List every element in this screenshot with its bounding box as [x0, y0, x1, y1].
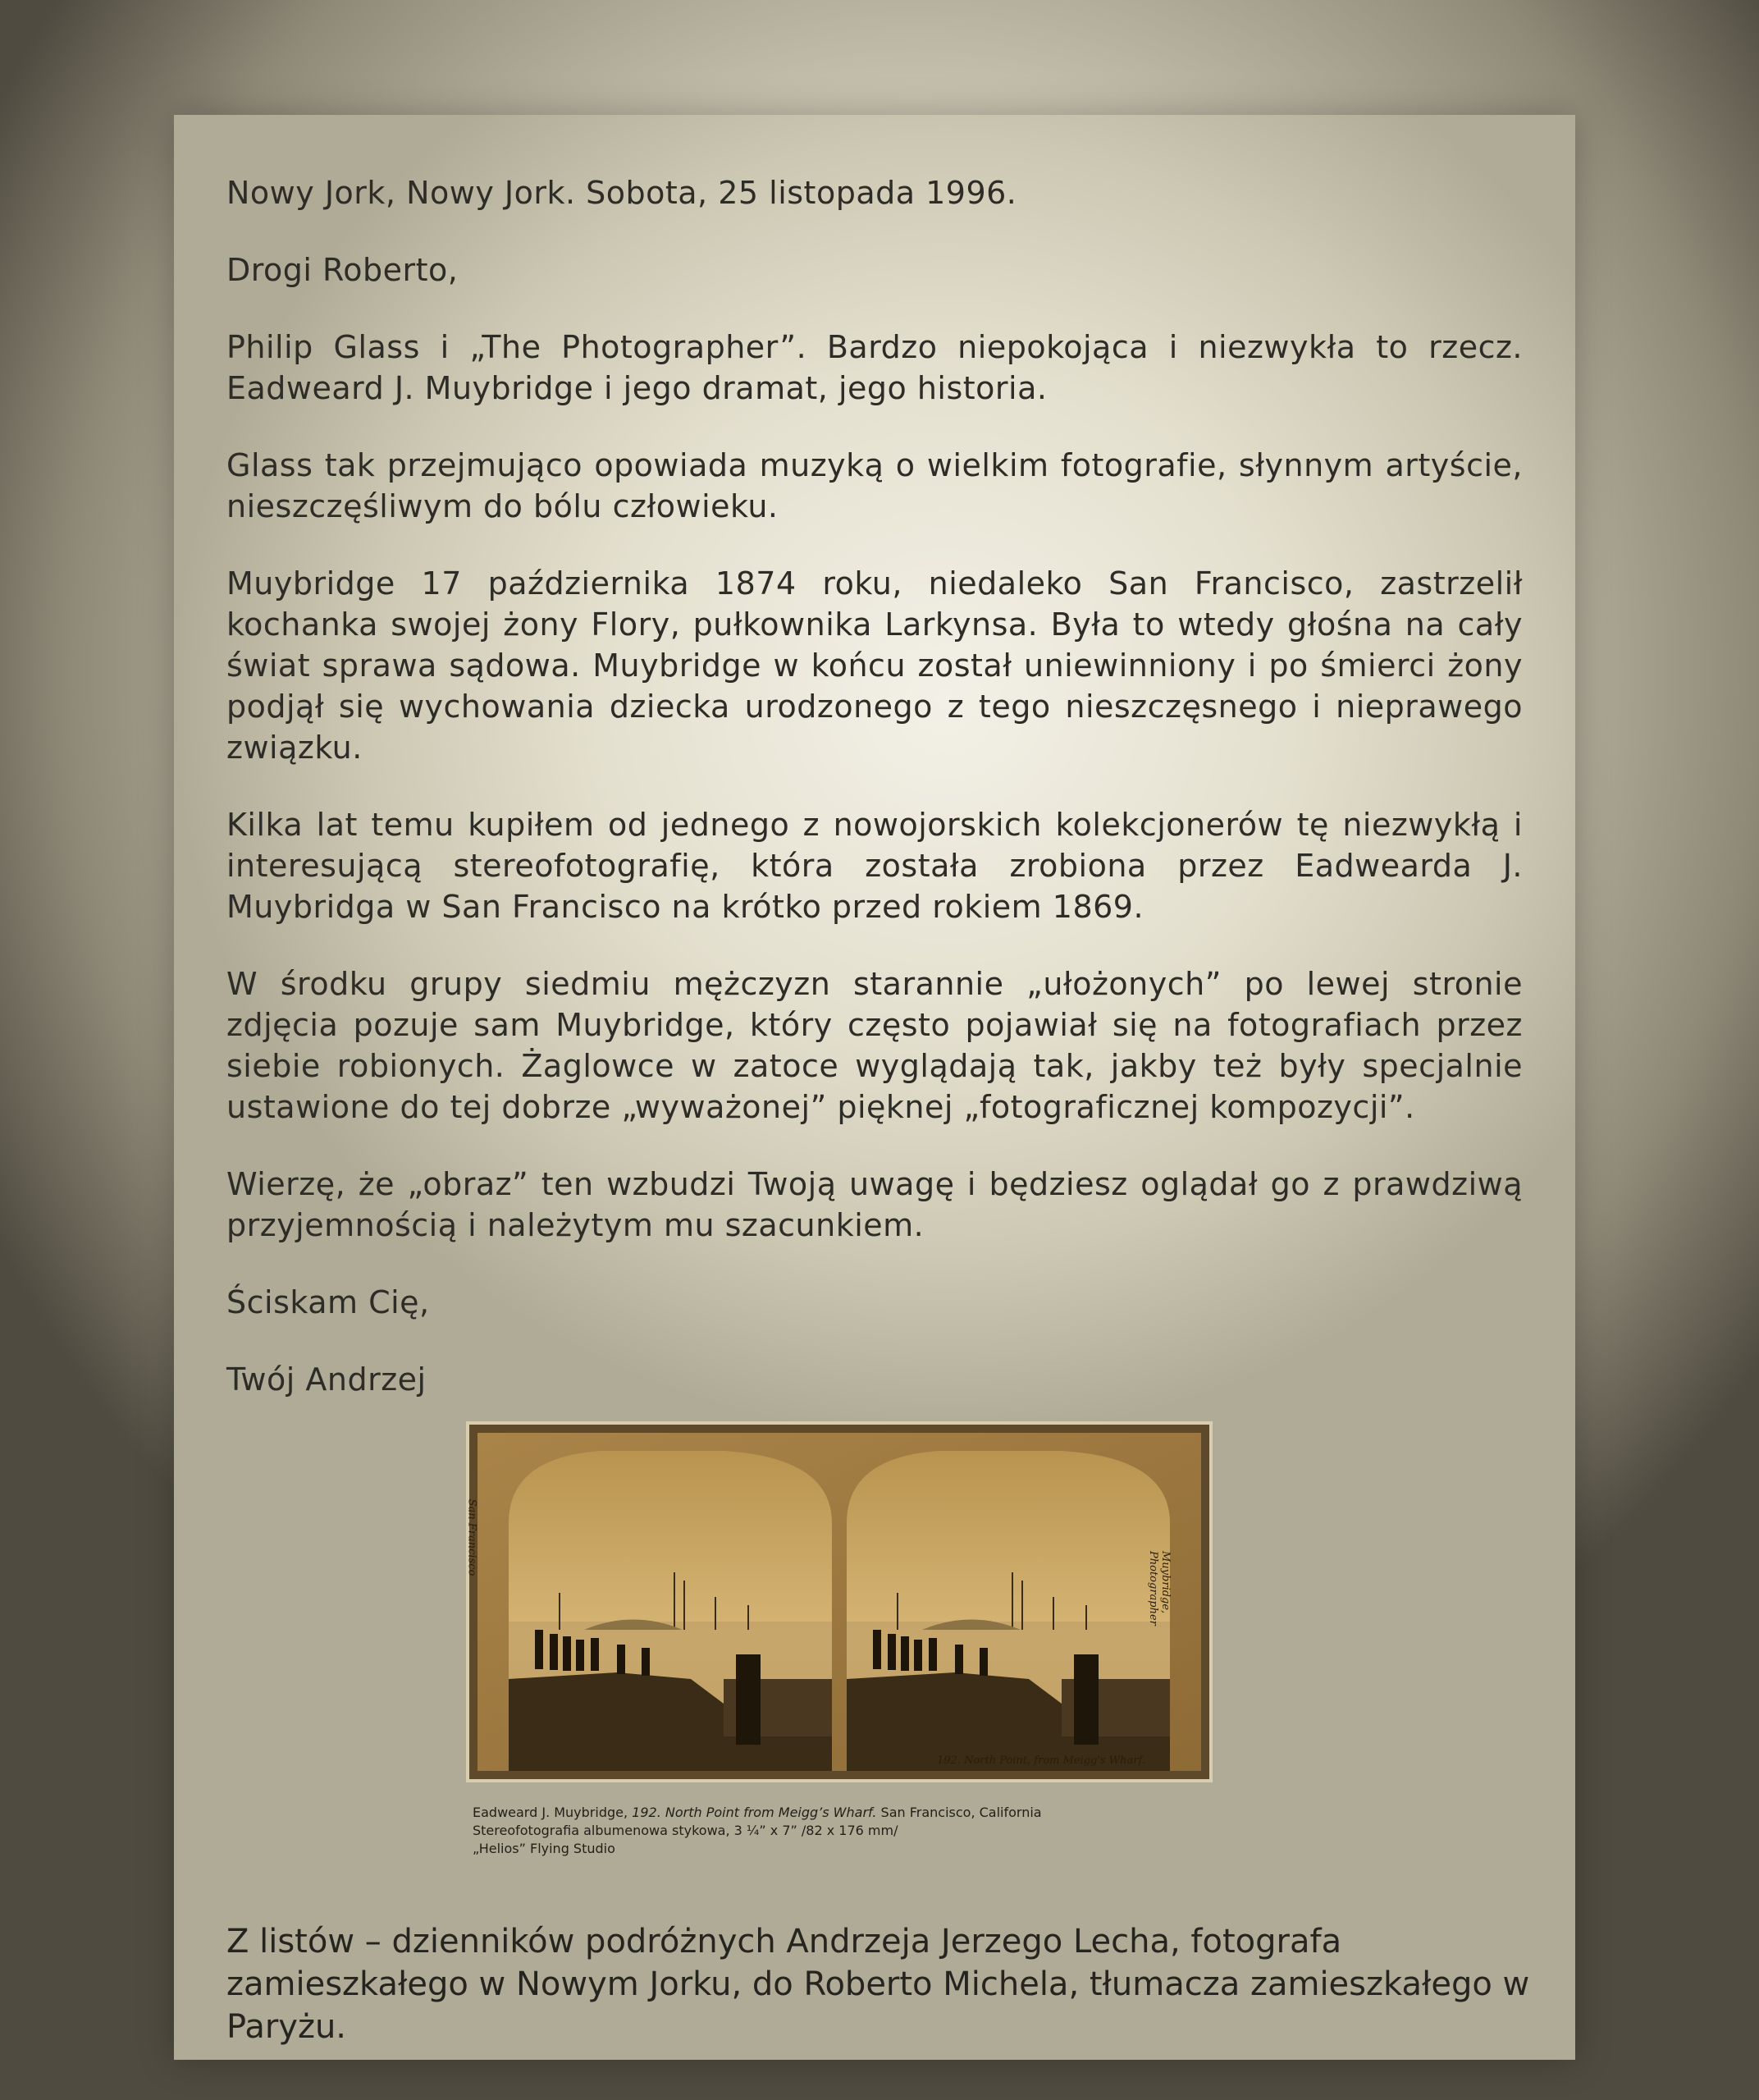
- exhibit-panel: [174, 115, 1575, 2060]
- footer-note: Z listów – dzienników podróżnych Andrzeja Jerzego Lecha, fotografa zamieszkałego w Nowym Jorku, do Roberto Michela, tłumacza zamieszkałego w Paryżu.: [226, 1923, 1530, 2046]
- letter-paragraph-6: Wierzę, że „obraz” ten wzbudzi Twoją uwagę i będziesz oglądał go z prawdziwą przyjemnością i należytym mu szacunkiem.: [226, 1166, 1523, 1243]
- letter-signature: Twój Andrzej: [226, 1361, 427, 1398]
- caption-title: 192. North Point from Meigg’s Wharf.: [632, 1805, 877, 1820]
- letter-body: [226, 172, 1523, 1436]
- letter-paragraph-1: Philip Glass i „The Photographer”. Bardzo niepokojąca i niezwykła to rzecz. Eadweard J. Muybridge i jego dramat, jego historia.: [226, 329, 1523, 406]
- caption-line-2: Stereofotografia albumenowa stykowa, 3 ¼” x 7” /82 x 176 mm/: [473, 1823, 898, 1838]
- caption-place: San Francisco, California: [876, 1805, 1042, 1820]
- letter-paragraph-5: W środku grupy siedmiu mężczyzn starannie „ułożonych” po lewej stronie zdjęcia pozuje sam Muybridge, który często pojawiał się na fotografiach przez siebie robionych. Żaglowce w zatoce wyglądają tak, jakby też były specjalnie ustawione do tej dobrze „wyważonej” pięknej „fotograficznej kompozycji”.: [226, 966, 1523, 1125]
- stereo-right-frame: [847, 1451, 1170, 1771]
- stereo-photograph: [466, 1421, 1213, 1782]
- caption-author: Eadweard J. Muybridge,: [473, 1805, 633, 1820]
- photo-caption: [473, 1804, 1277, 1858]
- stereo-left-frame: [509, 1451, 832, 1771]
- stereo-image: [477, 1433, 1201, 1771]
- letter-paragraph-4: Kilka lat temu kupiłem od jednego z nowojorskich kolekcjonerów tę niezwykłą i interesującą stereofotografię, która została zrobiona przez Eadwearda J. Muybridga w San Francisco na krótko przed rokiem 1869.: [226, 807, 1523, 925]
- stereo-right-edge-text: Muybridge, Photographer: [1147, 1551, 1172, 1626]
- letter-dateline: Nowy Jork, Nowy Jork. Sobota, 25 listopada 1996.: [226, 175, 1017, 211]
- caption-line-3: „Helios” Flying Studio: [473, 1841, 615, 1856]
- letter-paragraph-2: Glass tak przejmująco opowiada muzyką o wielkim fotografie, słynnym artyście, nieszczęśliwym do bólu człowieku.: [226, 447, 1523, 524]
- caption-line-1: [473, 1804, 1277, 1822]
- stereo-card: [465, 1433, 1201, 1771]
- letter-salutation: Drogi Roberto,: [226, 252, 459, 288]
- stereo-card-title: 192. North Point, from Meigg's Wharf.: [937, 1755, 1145, 1767]
- stereo-left-edge-text: San Francisco: [465, 1498, 478, 1576]
- letter-paragraph-3: Muybridge 17 października 1874 roku, niedaleko San Francisco, zastrzelił kochanka swojej żony Flory, pułkownika Larkynsa. Była to wtedy głośna na cały świat sprawa sądowa. Muybridge w końcu został uniewinniony i po śmierci żony podjął się wychowania dziecka urodzonego z tego nieszczęsnego i nieprawego związku.: [226, 565, 1523, 766]
- letter-closing: Ściskam Cię,: [226, 1284, 430, 1320]
